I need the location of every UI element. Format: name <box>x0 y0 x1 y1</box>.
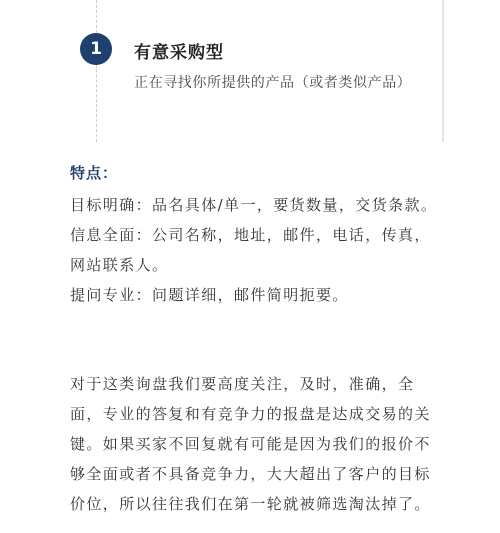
feature-item-target: 目标明确：品名具体/单一，要货数量，交货条款。 <box>70 196 438 214</box>
features-heading: 特点： <box>70 164 119 182</box>
feature-item-info: 信息全面：公司名称，地址，邮件，电话，传真，网站联系人。 <box>70 226 431 274</box>
step-title: 有意采购型 <box>134 43 224 63</box>
step-description: 正在寻找你所提供的产品（或者类似产品） <box>134 75 412 91</box>
timeline-line <box>96 0 97 142</box>
card-border <box>442 0 444 142</box>
features-list <box>70 190 440 310</box>
feature-item-questions: 提问专业：问题详细，邮件简明扼要。 <box>70 286 349 304</box>
body-paragraph: 对于这类询盘我们要高度关注，及时，准确，全面，专业的答复和有竞争力的报盘是达成交易的关键。如果买家不回复就有可能是因为我们的报价不够全面或者不具备竞争力，大大超出了客户的目标价位，所以往往我们在第一轮就被筛选淘汰掉了。 <box>70 375 431 513</box>
step-number-badge: 1 <box>80 33 112 65</box>
